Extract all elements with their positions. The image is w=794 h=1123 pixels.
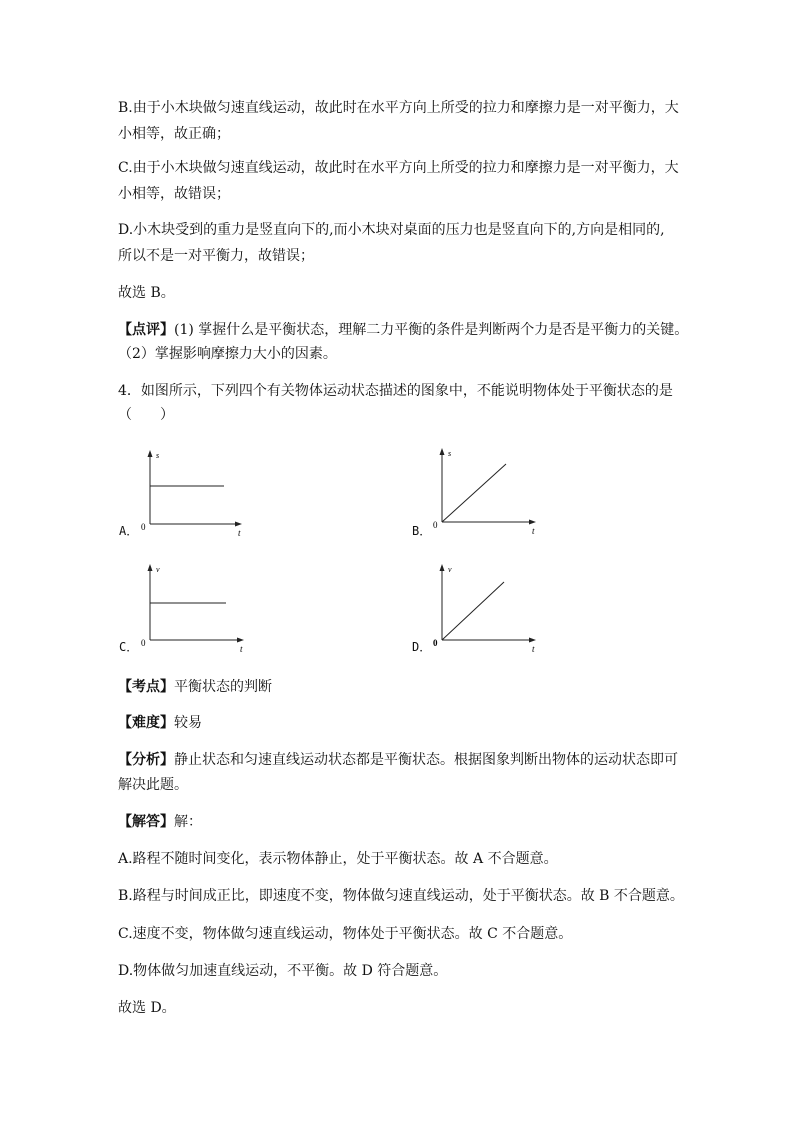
graph-d bbox=[428, 560, 542, 656]
kaodian-tag: 【考点】 bbox=[118, 679, 174, 695]
graph-c-origin: 0 bbox=[141, 638, 146, 648]
nandu-text: 较易 bbox=[174, 715, 202, 731]
jieda-line bbox=[118, 812, 202, 832]
nandu-line bbox=[118, 713, 202, 733]
graph-c-y-label: v bbox=[156, 565, 160, 574]
graph-d-x-label: t bbox=[532, 644, 535, 654]
kaodian-line bbox=[118, 677, 272, 697]
review-text-1: (1) 掌握什么是平衡状态，理解二力平衡的条件是判断两个力是否是平衡力的关键。 bbox=[174, 322, 689, 338]
graph-b-label: B． bbox=[412, 524, 432, 538]
graph-c-y-arrow bbox=[148, 564, 153, 571]
solution-d: D.物体做匀加速直线运动，不平衡。故 D 符合题意。 bbox=[118, 963, 448, 979]
graph-a-origin: 0 bbox=[141, 522, 146, 532]
graph-c-x-arrow bbox=[237, 638, 244, 643]
fenxi-line1 bbox=[118, 750, 678, 770]
graph-d-y-arrow bbox=[440, 564, 445, 571]
question-stem-line1: 4．如图所示，下列四个有关物体运动状态描述的图象中，不能说明物体处于平衡状态的是 bbox=[118, 383, 673, 399]
graph-a-x-arrow bbox=[235, 522, 242, 527]
graph-c-label: C． bbox=[119, 640, 139, 654]
solution-b: B.路程与时间成正比，即速度不变，物体做匀速直线运动，处于平衡状态。故 B 不合题意。 bbox=[118, 888, 684, 904]
graph-a bbox=[138, 446, 248, 540]
option-c-explanation-line2: 小相等，故错误； bbox=[118, 186, 230, 202]
fenxi-text-1: 静止状态和匀速直线运动状态都是平衡状态。根据图象判断出物体的运动状态即可 bbox=[174, 752, 678, 768]
review-line1 bbox=[118, 320, 688, 340]
graph-d-x-arrow bbox=[529, 638, 536, 643]
graph-b-y-label: s bbox=[448, 449, 452, 458]
jieda-text: 解： bbox=[174, 814, 202, 830]
answer-choice: 故选 D。 bbox=[118, 1000, 176, 1016]
option-d-explanation-line2: 所以不是一对平衡力，故错误； bbox=[118, 248, 314, 264]
graph-c bbox=[138, 560, 250, 656]
graph-b-x-label: t bbox=[532, 526, 535, 536]
graph-a-y-label: s bbox=[156, 451, 160, 460]
review-tag: 【点评】 bbox=[118, 322, 174, 338]
nandu-tag: 【难度】 bbox=[118, 715, 174, 731]
fenxi-tag: 【分析】 bbox=[118, 752, 174, 768]
graph-a-y-arrow bbox=[148, 450, 153, 457]
option-d-explanation-line1: D.小木块受到的重力是竖直向下的,而小木块对桌面的压力也是竖直向下的,方向是相同的, bbox=[118, 222, 665, 238]
option-b-explanation-line2: 小相等，故正确； bbox=[118, 126, 230, 142]
option-b-explanation-line1: B.由于小木块做匀速直线运动，故此时在水平方向上所受的拉力和摩擦力是一对平衡力，大 bbox=[118, 100, 679, 116]
graph-a-label: A． bbox=[119, 524, 139, 538]
graph-d-y-label: v bbox=[448, 565, 452, 574]
graph-b-y-arrow bbox=[440, 448, 445, 455]
graph-d-data-line bbox=[442, 582, 504, 640]
graph-d-label: D． bbox=[412, 640, 432, 654]
graph-c-x-label: t bbox=[240, 644, 243, 654]
question-stem-line2: （ ） bbox=[118, 407, 174, 423]
solution-c: C.速度不变，物体做匀速直线运动，物体处于平衡状态。故 C 不合题意。 bbox=[118, 926, 573, 942]
fenxi-line2: 解决此题。 bbox=[118, 777, 188, 793]
graph-b-data-line bbox=[442, 464, 506, 522]
review-line2: （2）掌握影响摩擦力大小的因素。 bbox=[118, 346, 337, 362]
graph-b-origin: 0 bbox=[433, 520, 438, 530]
graph-b bbox=[428, 444, 542, 540]
option-c-explanation-line1: C.由于小木块做匀速直线运动，故此时在水平方向上所受的拉力和摩擦力是一对平衡力，大 bbox=[118, 160, 679, 176]
graph-d-origin: 0 bbox=[433, 638, 438, 648]
answer-choice-prev: 故选 B。 bbox=[118, 285, 175, 301]
kaodian-text: 平衡状态的判断 bbox=[174, 679, 272, 695]
jieda-tag: 【解答】 bbox=[118, 814, 174, 830]
graph-a-x-label: t bbox=[238, 528, 241, 538]
solution-a: A.路程不随时间变化，表示物体静止，处于平衡状态。故 A 不合题意。 bbox=[118, 851, 558, 867]
graph-b-x-arrow bbox=[529, 520, 536, 525]
